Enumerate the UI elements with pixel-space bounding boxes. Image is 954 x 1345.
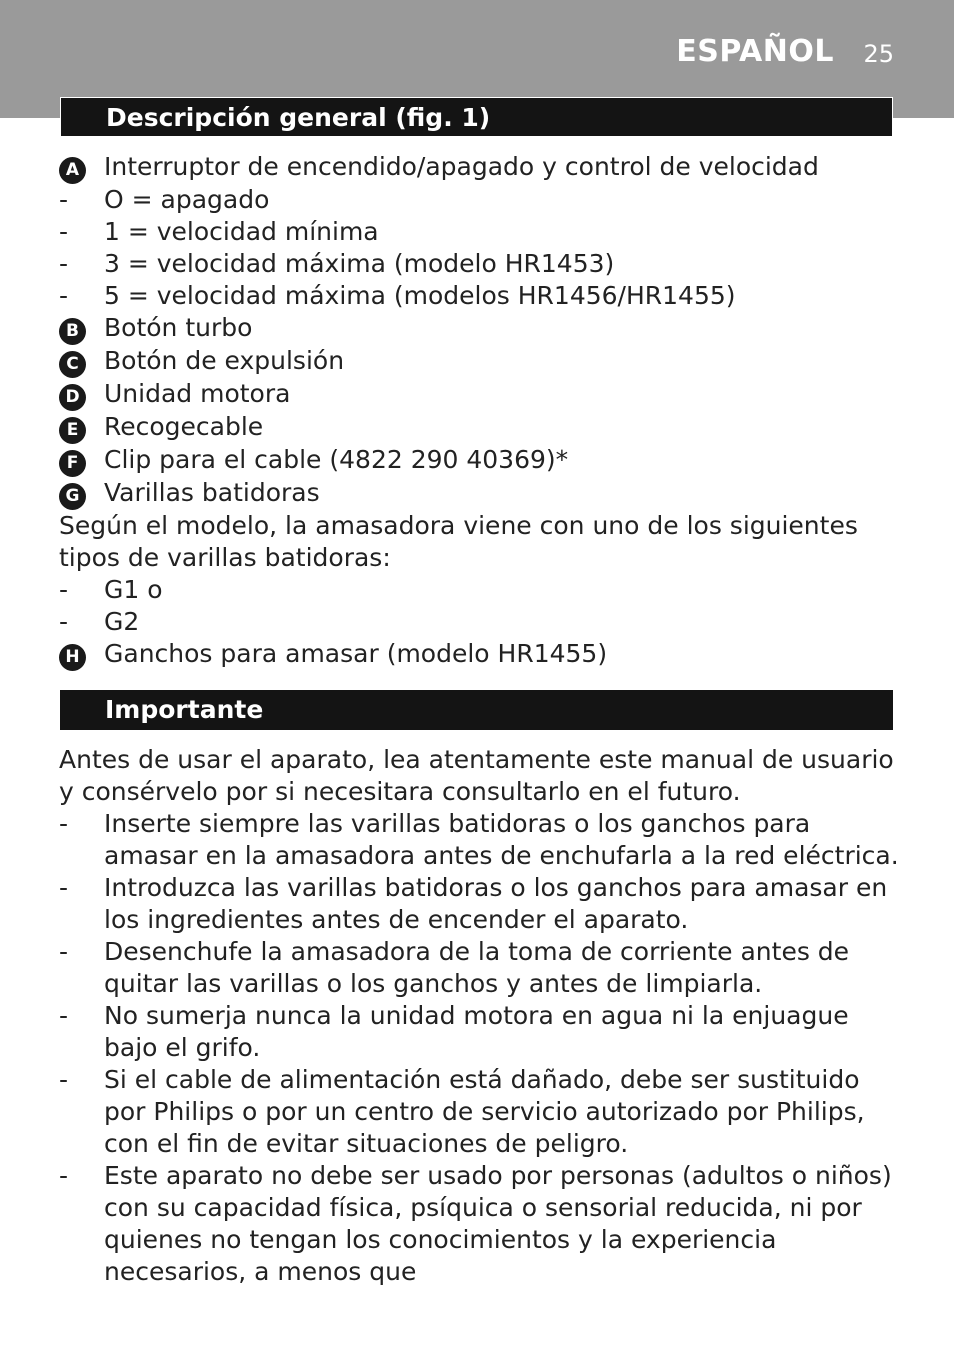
list-item xyxy=(59,151,899,184)
letter-badge-icon xyxy=(59,378,104,411)
page-number: 25 xyxy=(863,40,894,68)
list-item xyxy=(59,638,899,671)
list-item-text: 3 = velocidad máxima (modelo HR1453) xyxy=(104,249,615,278)
list-item xyxy=(59,280,899,312)
list-item-text: Unidad motora xyxy=(104,379,291,408)
dash-bullet: - xyxy=(59,873,69,902)
overview-list xyxy=(59,151,899,671)
language-title: ESPAÑOL xyxy=(676,34,834,69)
list-item xyxy=(59,808,899,872)
dash-bullet: - xyxy=(59,249,69,278)
letter-badge: C xyxy=(59,351,86,378)
list-item xyxy=(59,477,899,510)
letter-badge: E xyxy=(59,417,86,444)
letter-badge-icon xyxy=(59,411,104,444)
list-item xyxy=(59,378,899,411)
letter-badge-icon xyxy=(59,312,104,345)
list-item xyxy=(59,606,899,638)
dash-bullet: - xyxy=(59,937,69,966)
letter-badge: F xyxy=(59,450,86,477)
list-item-text: Ganchos para amasar (modelo HR1455) xyxy=(104,639,608,668)
list-item xyxy=(59,1000,899,1064)
dash-bullet: - xyxy=(59,185,69,214)
list-item-text: Botón turbo xyxy=(104,313,253,342)
letter-badge-icon xyxy=(59,477,104,510)
list-item xyxy=(59,216,899,248)
section-heading-overview: Descripción general (fig. 1) xyxy=(60,97,893,137)
list-item-text: 5 = velocidad máxima (modelos HR1456/HR1455) xyxy=(104,281,736,310)
list-item-text: No sumerja nunca la unidad motora en agua ni la enjuague bajo el grifo. xyxy=(104,1001,849,1062)
list-item xyxy=(59,444,899,477)
dash-bullet: - xyxy=(59,607,69,636)
list-item-text: Clip para el cable (4822 290 40369)* xyxy=(104,445,569,474)
letter-badge: D xyxy=(59,384,86,411)
list-item xyxy=(59,1160,899,1288)
list-item xyxy=(59,936,899,1000)
list-item xyxy=(59,312,899,345)
important-section xyxy=(59,744,899,1288)
dash-bullet: - xyxy=(59,1065,69,1094)
list-item-text: Desenchufe la amasadora de la toma de corriente antes de quitar las varillas o los ganchos y antes de limpiarla. xyxy=(104,937,850,998)
dash-bullet: - xyxy=(59,281,69,310)
letter-badge-icon xyxy=(59,638,104,671)
list-item-text: Este aparato no debe ser usado por personas (adultos o niños) con su capacidad física, psíquica o sensorial reducida, ni por quienes no tengan los conocimientos y la experiencia necesarios, a menos que xyxy=(104,1161,892,1286)
important-intro: Antes de usar el aparato, lea atentamente este manual de usuario y consérvelo por si necesitara consultarlo en el futuro. xyxy=(59,745,894,806)
list-item-text: G1 o xyxy=(104,575,163,604)
letter-badge: H xyxy=(59,644,86,671)
letter-badge: B xyxy=(59,318,86,345)
list-item-text: Recogecable xyxy=(104,412,264,441)
list-item-text: 1 = velocidad mínima xyxy=(104,217,379,246)
letter-badge: A xyxy=(59,157,86,184)
letter-badge-icon xyxy=(59,444,104,477)
list-item-text: Varillas batidoras xyxy=(104,478,320,507)
list-item xyxy=(59,345,899,378)
list-item xyxy=(59,184,899,216)
list-item xyxy=(59,574,899,606)
list-item-text: Introduzca las varillas batidoras o los ganchos para amasar en los ingredientes antes de encender el aparato. xyxy=(104,873,888,934)
list-item-text: Inserte siempre las varillas batidoras o los ganchos para amasar en la amasadora antes de enchufarla a la red eléctrica. xyxy=(104,809,899,870)
dash-bullet: - xyxy=(59,217,69,246)
list-item xyxy=(59,248,899,280)
list-item-text: Botón de expulsión xyxy=(104,346,345,375)
letter-badge: G xyxy=(59,483,86,510)
list-item-text: O = apagado xyxy=(104,185,270,214)
dash-bullet: - xyxy=(59,1001,69,1030)
list-item xyxy=(59,411,899,444)
letter-badge-icon xyxy=(59,345,104,378)
overview-paragraph: Según el modelo, la amasadora viene con uno de los siguientes tipos de varillas batidoras: xyxy=(59,511,858,572)
list-item xyxy=(59,872,899,936)
list-item-text: Interruptor de encendido/apagado y control de velocidad xyxy=(104,152,819,181)
list-item xyxy=(59,1064,899,1160)
list-item-text: G2 xyxy=(104,607,140,636)
important-list xyxy=(59,808,899,1288)
dash-bullet: - xyxy=(59,809,69,838)
dash-bullet: - xyxy=(59,575,69,604)
letter-badge-icon xyxy=(59,151,104,184)
section-heading-important: Importante xyxy=(60,690,893,730)
dash-bullet: - xyxy=(59,1161,69,1190)
list-item-text: Si el cable de alimentación está dañado, debe ser sustituido por Philips o por un centro de servicio autorizado por Philips, con el fin de evitar situaciones de peligro. xyxy=(104,1065,865,1158)
